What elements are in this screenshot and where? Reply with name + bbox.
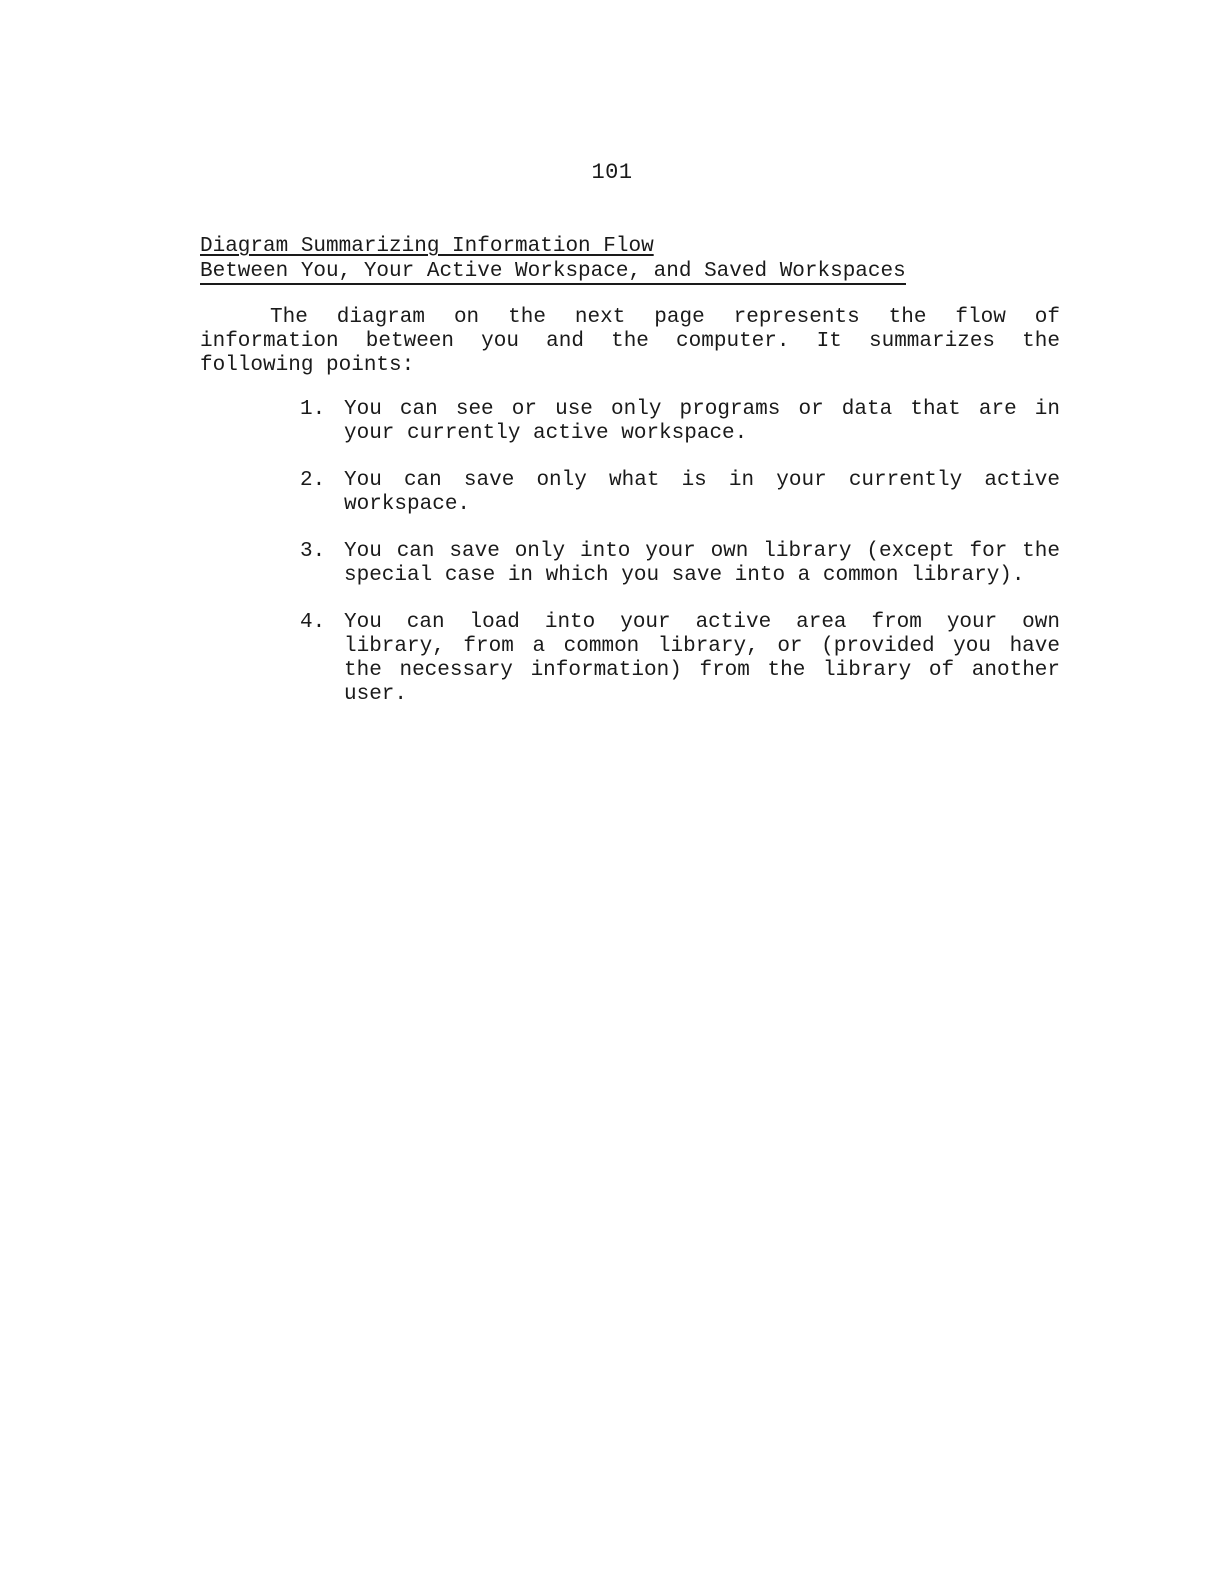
list-item-number: 4. — [300, 611, 326, 634]
list-item-text: You can save only into your own library (except for the special case in which you save into a common library). — [344, 540, 1060, 587]
intro-paragraph: The diagram on the next page represents the flow of information between you and the computer. It summarizes the following points: — [200, 306, 1060, 377]
heading-line-2: Between You, Your Active Workspace, and Saved Workspaces — [200, 260, 906, 283]
list-item-number: 2. — [300, 469, 326, 492]
list-item-text: You can save only what is in your currently active workspace. — [344, 469, 1060, 516]
list-item — [300, 540, 1060, 588]
points-list — [300, 398, 1060, 730]
list-item-text: You can see or use only programs or data that are in your currently active workspace. — [344, 398, 1060, 445]
page-number: 101 — [591, 160, 633, 185]
list-item — [300, 469, 1060, 517]
list-item — [300, 611, 1060, 707]
list-item-number: 3. — [300, 540, 326, 563]
list-item-text: You can load into your active area from your own library, from a common library, or (provided you have the necessary information) from the library of another user. — [344, 611, 1060, 706]
section-heading — [200, 234, 1020, 285]
list-item — [300, 398, 1060, 446]
heading-line-1: Diagram Summarizing Information Flow — [200, 235, 654, 258]
list-item-number: 1. — [300, 398, 326, 421]
